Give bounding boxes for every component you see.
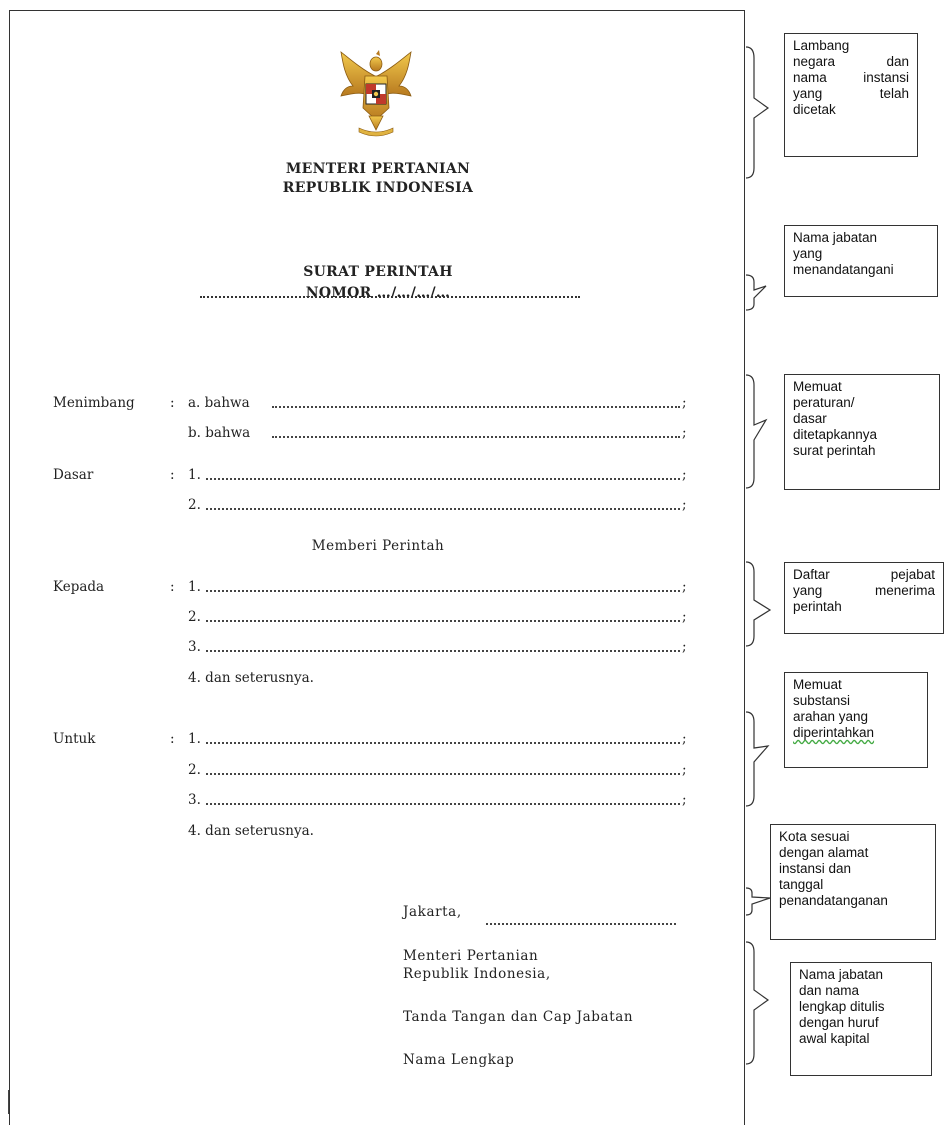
annotation-line: dicetak [793,102,836,117]
annotation-recipients [784,562,944,634]
annotation-full-name [790,962,932,1076]
semicolon: ; [682,579,687,595]
bracket-7 [746,942,768,1064]
bracket-5 [746,712,768,806]
semicolon: ; [682,497,687,513]
annotation-line: tanggal [779,877,824,892]
dotted-line [206,468,680,480]
signer-title-line1: Menteri Pertanian [403,948,539,964]
kepada-item-1: 1. [188,579,201,595]
semicolon: ; [682,639,687,655]
menimbang-item-a: a. bahwa [188,395,250,411]
semicolon: ; [682,467,687,483]
annotation-line: Kota sesuai [779,829,850,844]
semicolon: ; [682,609,687,625]
garuda-emblem-icon [335,46,417,138]
annotation-line: menandatangani [793,262,894,277]
annotation-line: lengkap ditulis [799,999,885,1014]
signature-placeholder: Tanda Tangan dan Cap Jabatan [403,1009,634,1025]
untuk-item-2: 2. [188,762,201,778]
menimbang-label: Menimbang [53,395,135,411]
dotted-line [206,610,680,622]
semicolon: ; [682,792,687,808]
annotation-line: Lambang [793,38,850,53]
full-name-placeholder: Nama Lengkap [403,1052,515,1068]
annotation-line: nama instansi [793,70,909,85]
semicolon: ; [682,731,687,747]
edge-mark [8,1090,9,1114]
annotation-line: peraturan/ [793,395,855,410]
dasar-colon: : [170,467,175,483]
annotation-line: instansi dan [779,861,852,876]
untuk-colon: : [170,731,175,747]
semicolon: ; [682,425,687,441]
untuk-item-4: 4. dan seterusnya. [188,823,314,839]
kepada-item-4: 4. dan seterusnya. [188,670,314,686]
dasar-item-2: 2. [188,497,201,513]
place-date-label: Jakarta, [403,904,462,920]
dotted-line [272,396,680,408]
letter-page [9,10,745,1125]
annotation-line: negara dan [793,54,909,69]
kepada-label: Kepada [53,579,105,595]
dasar-label: Dasar [53,467,94,483]
annotation-line: yang telah [793,86,909,101]
dotted-line [206,498,680,510]
letter-title: SURAT PERINTAH [303,264,453,280]
kepada-item-3: 3. [188,639,201,655]
annotation-signer-title [784,225,938,297]
untuk-item-3: 3. [188,792,201,808]
annotation-line: Memuat [793,379,842,394]
annotation-line: dan nama [799,983,860,998]
annotation-line: Daftar pejabat [793,567,935,582]
kepada-item-2: 2. [188,609,201,625]
bracket-3 [746,375,766,488]
dotted-line [206,580,680,592]
annotation-emblem [784,33,918,157]
dotted-line [272,426,680,438]
semicolon: ; [682,762,687,778]
bracket-1 [746,47,768,178]
annotation-line: awal kapital [799,1031,870,1046]
untuk-label: Untuk [53,731,96,747]
date-dotted-line [486,913,676,925]
annotation-line: dengan alamat [779,845,869,860]
annotation-line: dasar [793,411,827,426]
untuk-item-1: 1. [188,731,201,747]
annotation-line: yang [793,246,823,261]
dasar-item-1: 1. [188,467,201,483]
memberi-perintah-heading: Memberi Perintah [311,538,445,554]
dotted-line [206,640,680,652]
menimbang-colon: : [170,395,175,411]
annotation-line: substansi [793,693,851,708]
bracket-2 [746,275,766,310]
annotation-line: perintah [793,599,842,614]
bracket-4 [746,562,770,646]
annotation-line: arahan yang [793,709,869,724]
signer-title-line2: Republik Indonesia, [403,966,551,982]
ministry-name: MENTERI PERTANIAN [285,161,471,177]
annotation-line: surat perintah [793,443,876,458]
annotation-line: diperintahkan [793,725,875,740]
annotation-regulation [784,374,940,490]
annotation-line: Memuat [793,677,842,692]
annotation-city-date [770,824,936,940]
annotation-line: Nama jabatan [793,230,878,245]
dotted-line [206,763,680,775]
country-name: REPUBLIK INDONESIA [282,180,474,196]
annotation-line: yang menerima [793,583,935,598]
dotted-line [206,793,680,805]
subject-dotted-line [200,276,580,298]
annotation-line: penandatanganan [779,893,888,908]
bracket-6 [746,888,770,915]
menimbang-item-b: b. bahwa [188,425,251,441]
annotation-line: dengan huruf [799,1015,879,1030]
annotation-line: ditetapkannya [793,427,878,442]
letter-number: NOMOR …/…/…/… [305,285,451,301]
annotation-substance [784,672,928,768]
dotted-line [206,732,680,744]
annotation-line: Nama jabatan [799,967,884,982]
kepada-colon: : [170,579,175,595]
semicolon: ; [682,395,687,411]
